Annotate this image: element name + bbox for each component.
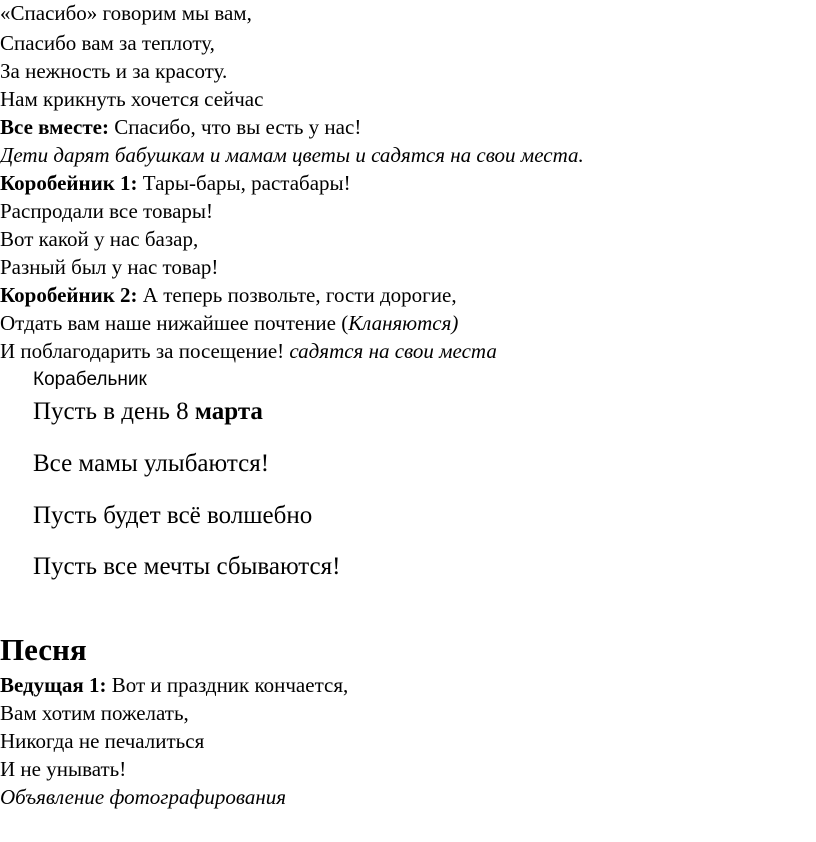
text-line: [0, 86, 263, 113]
speaker-name: Коробейник 1:: [0, 171, 138, 195]
bold-word: марта: [194, 398, 263, 425]
text-line: [0, 338, 497, 365]
speaker-line: [0, 282, 457, 309]
text-line: [0, 198, 213, 225]
stage-direction: [0, 784, 286, 811]
line-text: Объявление фотографирования: [0, 785, 287, 809]
stage-direction-inline: Кланяются): [348, 311, 459, 335]
poem-line: [33, 551, 340, 583]
line-text: Спасибо вам за теплоту,: [0, 31, 215, 55]
stage-direction-inline: садятся на свои места: [289, 339, 497, 363]
line-text: Вот какой у нас базар,: [0, 227, 199, 251]
poem-line: [33, 500, 312, 532]
line-text: Тары-бары, растабары!: [137, 171, 351, 195]
line-text: Нам крикнуть хочется сейчас: [0, 87, 264, 111]
line-text: Отдать вам наше нижайшее почтение (: [0, 311, 349, 335]
text-line: [0, 310, 458, 337]
line-text: Дети дарят бабушкам и мамам цветы и садятся на свои места.: [0, 143, 584, 167]
line-text: Спасибо, что вы есть у нас!: [108, 115, 362, 139]
line-text: За нежность и за красоту.: [0, 59, 228, 83]
line-text: Пусть все мечты сбываются!: [33, 553, 341, 580]
poem-line: [33, 448, 269, 480]
line-text: «Спасибо» говорим мы вам,: [0, 1, 252, 25]
text-line: [0, 700, 189, 727]
text-line: [0, 226, 198, 253]
text-line: [0, 30, 215, 57]
line-text: Распродали все товары!: [0, 199, 214, 223]
line-text: И не унывать!: [0, 757, 127, 781]
stage-direction: [0, 142, 584, 169]
speaker-name: Ведущая 1:: [0, 673, 107, 697]
text-line: [0, 756, 126, 783]
line-text: Никогда не печалиться: [0, 729, 205, 753]
line-text: Пусть в день 8: [33, 398, 195, 425]
line-text: Разный был у нас товар!: [0, 255, 219, 279]
line-text: Пусть будет всё волшебно: [33, 502, 313, 529]
text-line: [0, 254, 218, 281]
speaker-line: [0, 672, 348, 699]
poem-line: [33, 396, 263, 428]
speaker-line: [0, 170, 351, 197]
section-heading: Песня: [0, 632, 87, 667]
text-line: [0, 58, 227, 85]
text-line: [0, 0, 252, 27]
speaker-name: Коробейник 2:: [0, 283, 138, 307]
line-text: Вам хотим пожелать,: [0, 701, 189, 725]
line-text: А теперь позвольте, гости дорогие,: [137, 283, 457, 307]
poem-speaker: Корабельник: [33, 369, 147, 390]
line-text: Вот и праздник кончается,: [106, 673, 349, 697]
speaker-line: [0, 114, 361, 141]
line-text: И поблагодарить за посещение!: [0, 339, 290, 363]
line-text: Все мамы улыбаются!: [33, 450, 270, 477]
text-line: [0, 728, 204, 755]
speaker-name: Все вместе:: [0, 115, 109, 139]
